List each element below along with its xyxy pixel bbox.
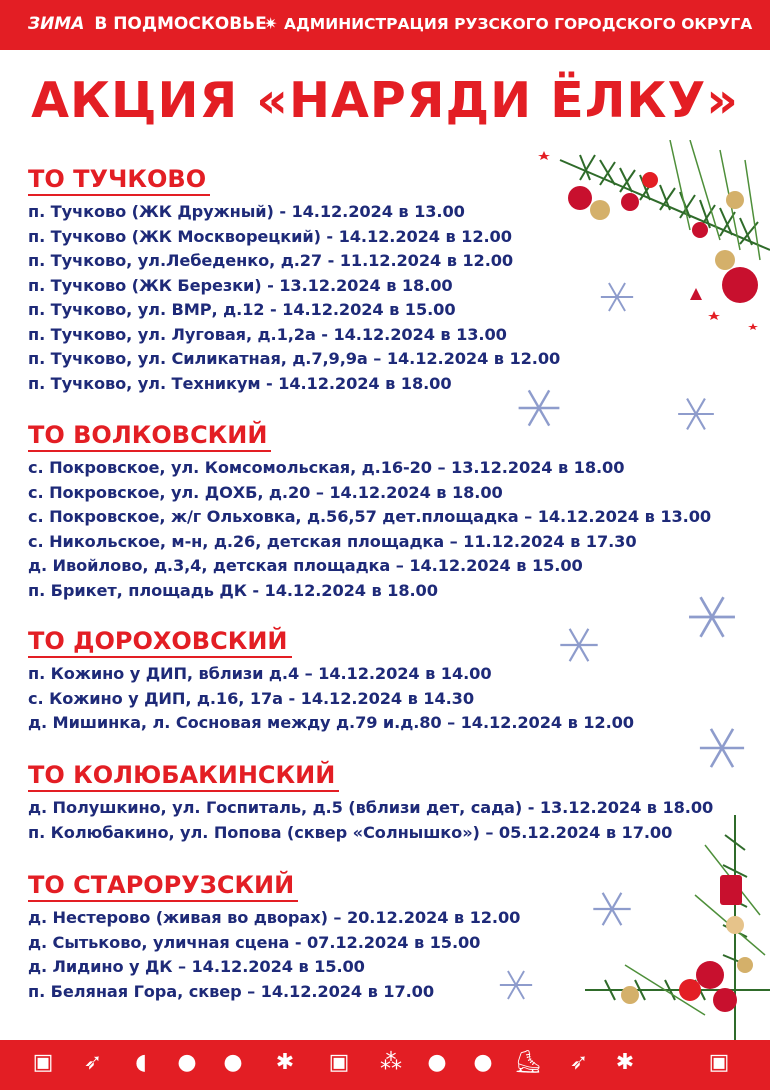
list-item: п. Тучково, ул. Луговая, д.1,2а - 14.12.2024 в 13.00 <box>28 324 507 344</box>
ornament-icon: ● <box>427 1050 447 1075</box>
gift-icon: ▣ <box>708 1050 730 1075</box>
snowflake-icon <box>590 887 634 931</box>
section-tuchkovo <box>28 164 560 396</box>
header-brand <box>28 14 267 34</box>
section-title: ТО КОЛЮБАКИНСКИЙ <box>28 760 339 792</box>
arrow-icon: ➶ <box>83 1050 103 1075</box>
list-item: п. Беляная Гора, сквер – 14.12.2024 в 17.00 <box>28 981 434 1001</box>
header-separator: ✷ <box>264 14 278 33</box>
gift-icon: ▣ <box>32 1050 54 1075</box>
arrow-icon: ➶ <box>569 1050 589 1075</box>
list-item: д. Сытьково, уличная сцена - 07.12.2024 в 15.00 <box>28 932 481 952</box>
location-list <box>28 662 634 736</box>
location-list <box>28 456 711 603</box>
location-list <box>28 906 520 1004</box>
list-item: д. Ивойлово, д.3,4, детская площадка – 14.12.2024 в 15.00 <box>28 556 583 575</box>
section-volkovsky <box>28 420 711 603</box>
section-title: ТО СТАРОРУЗСКИЙ <box>28 870 298 902</box>
header-organization: АДМИНИСТРАЦИЯ РУЗСКОГО ГОРОДСКОГО ОКРУГА <box>284 15 753 33</box>
list-item: д. Лидино у ДК – 14.12.2024 в 15.00 <box>28 957 365 976</box>
section-kolyubakinsky <box>28 760 713 845</box>
ornament-icon: ● <box>177 1050 197 1075</box>
list-item: п. Тучково, ул. Силикатная, д.7,9,9а – 14.12.2024 в 12.00 <box>28 349 561 368</box>
brand-word: ЗИМА <box>28 14 85 34</box>
section-title: ТО ТУЧКОВО <box>28 164 210 196</box>
gift-icon: ▣ <box>328 1050 350 1075</box>
list-item: д. Полушкино, ул. Госпиталь, д.5 (вблизи дет, сада) - 13.12.2024 в 18.00 <box>28 798 714 817</box>
section-staroruzsky <box>28 870 520 1004</box>
snowflake-icon <box>598 278 636 316</box>
section-title: ТО ДОРОХОВСКИЙ <box>28 626 292 658</box>
snowflake-icon: ✱ <box>615 1050 635 1075</box>
orange-icon: ● <box>473 1050 493 1075</box>
skate-icon: ⛸ <box>514 1050 542 1075</box>
list-item: с. Покровское, ж/г Ольховка, д.56,57 дет.площадка – 14.12.2024 в 13.00 <box>28 507 712 526</box>
location-list <box>28 200 560 396</box>
list-item: п. Колюбакино, ул. Попова (сквер «Солнышко») – 05.12.2024 в 17.00 <box>28 822 673 842</box>
list-item: с. Покровское, ул. ДОХБ, д.20 – 14.12.2024 в 18.00 <box>28 482 503 502</box>
mitten-icon: ◖ <box>135 1050 147 1075</box>
list-item: с. Никольское, м-н, д.26, детская площадка – 11.12.2024 в 17.30 <box>28 531 637 551</box>
list-item: п. Тучково (ЖК Дружный) - 14.12.2024 в 13.00 <box>28 202 465 221</box>
list-item: д. Мишинка, л. Сосновая между д.79 и.д.80 – 14.12.2024 в 12.00 <box>28 713 634 732</box>
header-bar <box>0 0 770 50</box>
page-title: АКЦИЯ «НАРЯДИ ЁЛКУ» <box>31 72 739 129</box>
section-dorokhovsky <box>28 626 634 736</box>
footer-bar <box>0 1040 770 1090</box>
list-item: д. Нестерово (живая во дворах) – 20.12.2024 в 12.00 <box>28 908 521 927</box>
brand-rest: В ПОДМОСКОВЬЕ <box>94 14 267 34</box>
list-item: п. Тучково (ЖК Березки) - 13.12.2024 в 18.00 <box>28 275 453 295</box>
list-item: п. Тучково, ул. ВМР, д.12 - 14.12.2024 в 15.00 <box>28 300 456 319</box>
section-title: ТО ВОЛКОВСКИЙ <box>28 420 271 452</box>
list-item: с. Покровское, ул. Комсомольская, д.16-20 – 13.12.2024 в 18.00 <box>28 458 625 477</box>
list-item: п. Тучково, ул. Техникум - 14.12.2024 в 18.00 <box>28 373 452 393</box>
candy-icon: ⁂ <box>380 1050 402 1075</box>
list-item: п. Тучково, ул.Лебеденко, д.27 - 11.12.2024 в 12.00 <box>28 251 514 270</box>
list-item: п. Кожино у ДИП, вблизи д.4 – 14.12.2024 в 14.00 <box>28 664 492 683</box>
list-item: п. Тучково (ЖК Москворецкий) - 14.12.2024 в 12.00 <box>28 226 512 246</box>
snowflake-icon: ✱ <box>275 1050 295 1075</box>
orange-icon: ● <box>223 1050 243 1075</box>
list-item: с. Кожино у ДИП, д.16, 17а - 14.12.2024 в 14.30 <box>28 688 475 708</box>
location-list <box>28 796 713 845</box>
list-item: п. Брикет, площадь ДК - 14.12.2024 в 18.00 <box>28 580 438 600</box>
